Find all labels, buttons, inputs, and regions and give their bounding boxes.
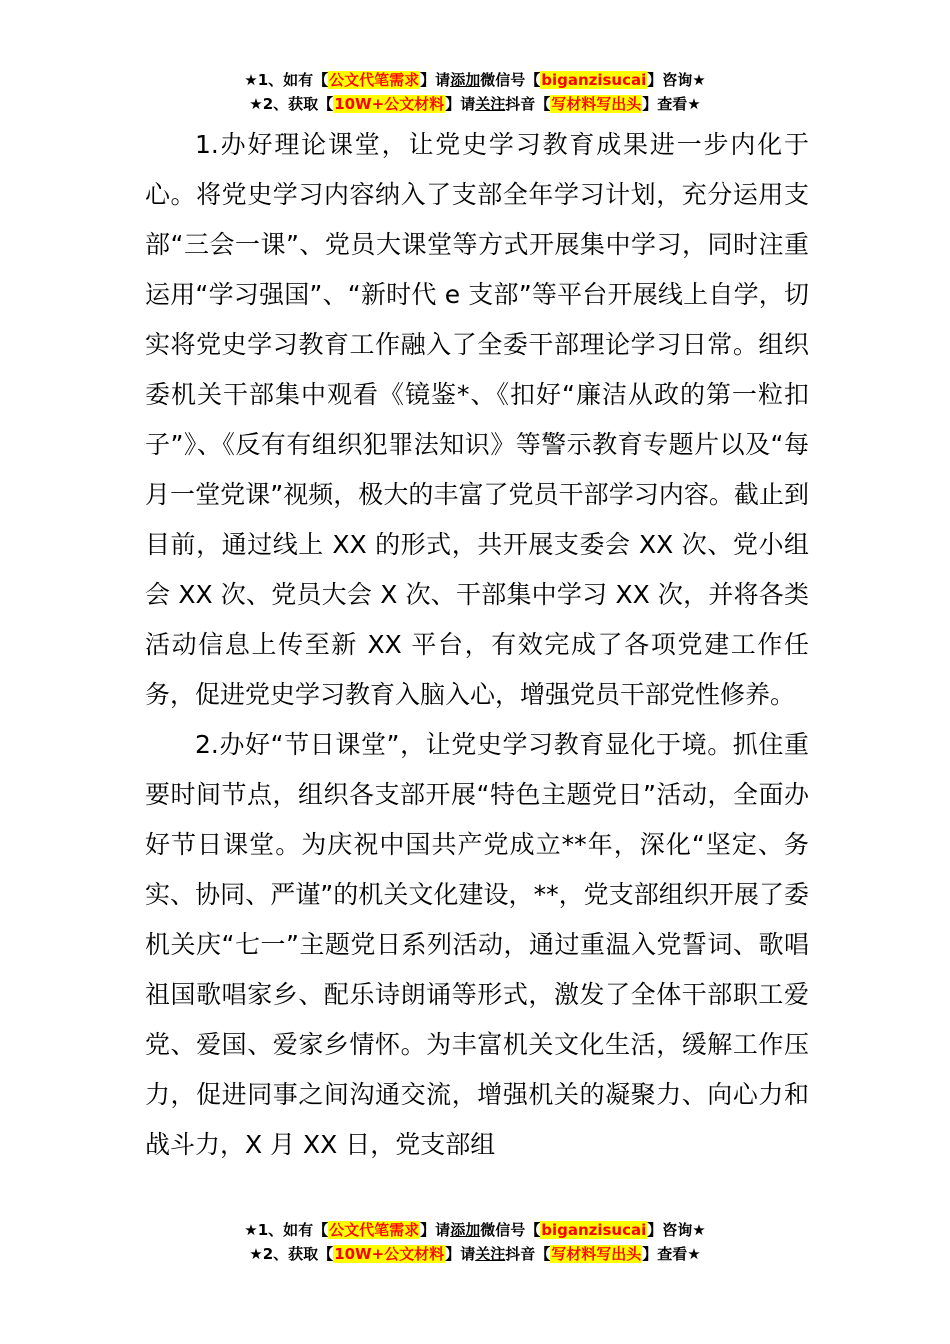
promo-underlined-text: 关注 [475,1245,506,1263]
promo-text: ★2、获取【 [249,95,334,113]
promo-underlined-text: 添加 [450,1221,481,1239]
promo-line-1 [0,1218,950,1242]
promo-text: 】咨询★ [647,71,706,89]
promo-text: 】查看★ [642,1245,701,1263]
promo-highlight: 写材料写出头 [551,1245,642,1263]
promo-text: 微信号【 [480,71,541,89]
paragraph: 2.办好“节日课堂”，让党史学习教育显化于境。抓住重要时间节点，组织各支部开展“特色主题党日”活动，全面办好节日课堂。为庆祝中国共产党成立**年，深化“坚定、务实、协同、严谨”的机关文化建设，**，党支部组织开展了委机关庆“七一”主题党日系列活动，通过重温入党誓词、歌唱祖国歌唱家乡、配乐诗朗诵等形式，激发了全体干部职工爱党、爱国、爱家乡情怀。为丰富机关文化生活，缓解工作压力，促进同事之间沟通交流，增强机关的凝聚力、向心力和战斗力，X 月 XX 日，党支部组 [145,730,809,1159]
promo-underlined-text: 关注 [475,95,506,113]
promo-line-2 [0,1242,950,1266]
promo-highlight: 10W+公文材料 [334,1245,445,1263]
promo-banner-bottom [0,1218,950,1266]
promo-text: 微信号【 [480,1221,541,1239]
promo-line-2 [0,92,950,116]
promo-highlight: biganzisucai [541,1221,647,1239]
promo-text: 抖音【 [505,95,551,113]
promo-text: 抖音【 [505,1245,551,1263]
promo-text: 】查看★ [642,95,701,113]
promo-text: 】请 [445,95,476,113]
paragraph: 1.办好理论课堂，让党史学习教育成果进一步内化于心。将党史学习内容纳入了支部全年学习计划，充分运用支部“三会一课”、党员大课堂等方式开展集中学习，同时注重运用“学习强国”、“新时代 e 支部”等平台开展线上自学，切实将党史学习教育工作融入了全委干部理论学习日常。组织委机关干部集中观看《镜鉴*、《扣好“廉洁从政的第一粒扣子”》、《反有有组织犯罪法知识》等警示教育专题片以及“每月一堂党课”视频，极大的丰富了党员干部学习内容。截止到目前，通过线上 XX 的形式，共开展支委会 XX 次、党小组会 XX 次、党员大会 X 次、干部集中学习 XX 次，并将各类活动信息上传至新 XX 平台，有效完成了各项党建工作任务，促进党史学习教育入脑入心，增强党员干部党性修养。 [145,130,809,709]
promo-highlight: 写材料写出头 [551,95,642,113]
promo-text: ★1、如有【 [244,71,329,89]
promo-underlined-text: 添加 [450,71,481,89]
promo-text: ★2、获取【 [249,1245,334,1263]
promo-text: 】请 [420,71,451,89]
promo-highlight: biganzisucai [541,71,647,89]
promo-highlight: 公文代笔需求 [329,71,420,89]
promo-highlight: 公文代笔需求 [329,1221,420,1239]
promo-line-1 [0,68,950,92]
promo-text: 】请 [420,1221,451,1239]
promo-text: ★1、如有【 [244,1221,329,1239]
promo-text: 】请 [445,1245,476,1263]
promo-banner-top [0,68,950,116]
promo-highlight: 10W+公文材料 [334,95,445,113]
promo-text: 】咨询★ [647,1221,706,1239]
document-body [145,120,809,1170]
